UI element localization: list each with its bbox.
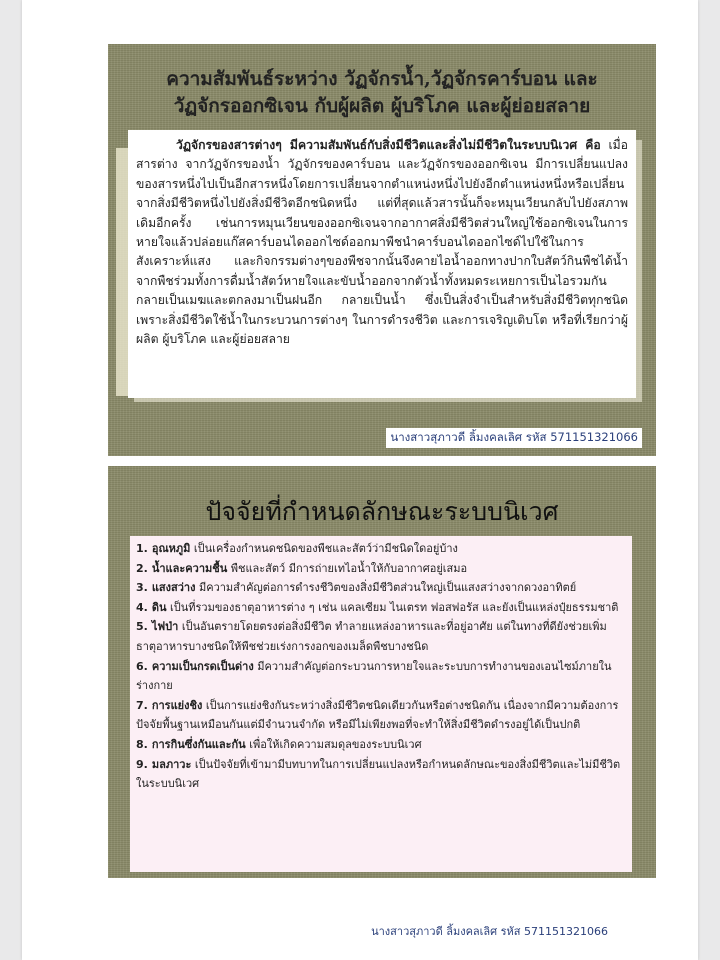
document-page xyxy=(22,0,698,960)
item-key: ไฟป่า xyxy=(151,620,179,634)
item-key: มลภาวะ xyxy=(151,757,192,771)
slide1-body: เมื่อสารต่าง จากวัฏจักรของน้ำ วัฏจักรของคาร์บอน และวัฏจักรของออกซิเจน มีการเปลี่ยนแปลงของสารหนึ่งไปเป็นอีกสารหนึ่งโดยการเปลี่ยนจากตำแหน่งหนึ่งไปยังอีกตำแหน่งหนึ่งหรือเปลี่ยนจากสิ่งมีชีวิตหนึ่งไปยังสิ่งมีชีวิตอีกชนิดหนึ่ง แต่ที่สุดแล้วสารนั้นก็จะหมุนเวียนกลับไปยังสภาพเดิมอีกครั้ง เช่นการหมุนเวียนของออกซิเจนจากอากาศสิ่งมีชีวิตส่วนใหญ่ใช้ออกซิเจนในการหายใจแล้วปล่อยแก๊สคาร์บอนไดออกไซด์ออกมาพืชนำคาร์บอนไดออกไซด์ไปใช้ในการสังเคราะห์แสง และกิจกรรมต่างๆของพืชจากนั้นจึงคายไอน้ำออกทางปากใบสัตว์กินพืชได้น้ำจากพืชร่วมทั้งการดื่มน้ำสัตว์หายใจและขับน้ำออกจากตัวน้ำทั้งหมดระเหยการเป็นไอรวมกันกลายเป็นเมฆและตกลงมาเป็นฝนอีก กลายเป็นน้ำ ซึ่งเป็นสิ่งจำเป็นสำหรับสิ่งมีชีวิตทุกชนิดเพราะสิ่งมีชีวิตใช้น้ำในกระบวนการต่างๆ ในการดำรงชีวิต และการเจริญเติบโต หรือที่เรียกว่าผู้ผลิต ผู้บริโภค และผู้ย่อยสลาย xyxy=(136,138,629,347)
factor-list xyxy=(130,536,632,938)
item-number: 8. xyxy=(136,737,148,751)
item-number: 5. xyxy=(136,620,148,634)
item-text: เป็นปัจจัยที่เข้ามามีบทบาทในการเปลี่ยนแปลงหรือกำหนดลักษณะของสิ่งมีชีวิตและไม่มีชีวิตในระบบนิเวศ xyxy=(136,757,621,791)
slide-water-carbon-oxygen-cycles xyxy=(108,44,656,456)
slide-ecosystem-factors xyxy=(108,466,656,938)
item-text: เป็นเครื่องกำหนดชนิดของพืชและสัตว์ว่ามีชนิดใดอยู่บ้าง xyxy=(190,542,458,555)
list-item xyxy=(136,598,626,618)
item-number: 9. xyxy=(136,757,148,771)
list-item xyxy=(136,559,626,579)
list-item xyxy=(136,578,626,598)
slide1-title-line2: วัฏจักรออกซิเจน กับผู้ผลิต ผู้บริโภค และผู้ย่อยสลาย xyxy=(173,95,591,117)
slide1-text-card xyxy=(128,130,636,398)
item-key: การแย่งชิง xyxy=(151,698,203,712)
slide1-title-line1: ความสัมพันธ์ระหว่าง วัฏจักรน้ำ,วัฏจักรคาร์บอน และ xyxy=(166,68,598,90)
list-item xyxy=(136,617,626,656)
list-item xyxy=(136,755,626,794)
list-item xyxy=(136,539,626,559)
list-item xyxy=(136,696,626,735)
item-key: น้ำและความชื้น xyxy=(151,561,228,575)
item-key: อุณหภูมิ xyxy=(151,542,191,555)
slide1-title xyxy=(108,66,656,120)
item-number: 6. xyxy=(136,659,148,673)
item-text: มีความสำคัญต่อกระบวนการหายใจและระบบการทำงานของเอนไซม์ภายในร่างกาย xyxy=(136,659,612,693)
item-number: 1. xyxy=(136,542,148,555)
slide2-signature: นางสาวสุภาวดี ลิ้มงคลเลิศ รหัส 571151321066 xyxy=(371,925,608,938)
item-number: 3. xyxy=(136,581,148,595)
item-key: ความเป็นกรดเป็นด่าง xyxy=(151,659,254,673)
item-text: พืชและสัตว์ มีการถ่ายเทไอน้ำให้กับอากาศอยู่เสมอ xyxy=(227,561,468,575)
item-number: 7. xyxy=(136,698,148,712)
item-key: การกินซึ่งกันและกัน xyxy=(151,737,246,751)
item-text: เป็นอันตรายโดยตรงต่อสิ่งมีชีวิต ทำลายแหล่งอาหารและที่อยู่อาศัย แต่ในทางที่ดียังช่วยเพิ่มธาตุอาหารบางชนิดให้พืชช่วยเร่งการงอกของเมล็ดพืชบางชนิด xyxy=(136,620,607,653)
item-text: เป็นการแย่งชิงกันระหว่างสิ่งมีชีวิตชนิดเดียวกันหรือต่างชนิดกัน เนื่องจากมีความต้องการปัจจัยพื้นฐานเหมือนกันแต่มีจำนวนจำกัด หรือมีไม่เพียงพอที่จะทำให้สิ่งมีชีวิตดำรงอยู่ได้เป็นปกติ xyxy=(136,698,619,732)
item-key: แสงสว่าง xyxy=(151,581,196,595)
item-text: มีความสำคัญต่อการดำรงชีวิตของสิ่งมีชีวิตส่วนใหญ่เป็นแสงสว่างจากดวงอาทิตย์ xyxy=(195,581,577,595)
list-item xyxy=(136,657,626,696)
item-text: เป็นที่รวมของธาตุอาหารต่าง ๆ เช่น แคลเซียม ไนเตรท ฟอสฟอรัส และยังเป็นแหล่งปุ๋ยธรรมชาติ xyxy=(166,600,619,614)
slide1-lead-bold: วัฏจักรของสารต่างๆ มีความสัมพันธ์กับสิ่งมีชีวิตและสิ่งไม่มีชีวิตในระบบนิเวศ คือ xyxy=(176,138,601,152)
item-number: 4. xyxy=(136,600,148,614)
item-key: ดิน xyxy=(151,600,167,614)
slide1-signature: นางสาวสุภาวดี ลิ้มงคลเลิศ รหัส 571151321066 xyxy=(386,428,642,448)
item-text: เพื่อให้เกิดความสมดุลของระบบนิเวศ xyxy=(245,737,422,751)
slide2-title: ปัจจัยที่กำหนดลักษณะระบบนิเวศ xyxy=(205,497,559,526)
item-number: 2. xyxy=(136,561,148,575)
slide1-paragraph xyxy=(136,136,628,349)
list-item xyxy=(136,735,626,755)
